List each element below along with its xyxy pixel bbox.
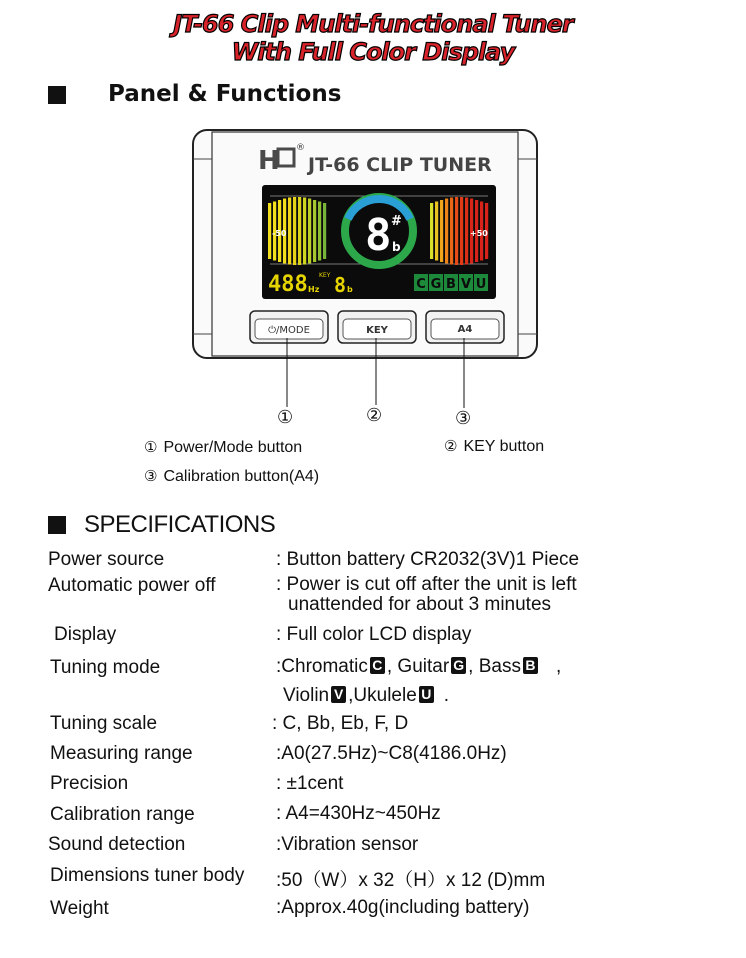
left-scale-label: -50 <box>272 229 287 238</box>
spec-text: , <box>555 656 562 677</box>
bass-mode-badge: B <box>523 657 538 674</box>
key-button-label: KEY <box>366 325 388 336</box>
note-display: 8 <box>365 210 392 261</box>
right-scale-label: +50 <box>470 229 488 238</box>
frequency-digits: 488 <box>268 272 308 297</box>
spec-value-continued <box>283 685 449 707</box>
violin-mode-badge: V <box>331 686 346 703</box>
spec-value: : ±1cent <box>276 773 344 794</box>
legend-item-power-mode <box>144 438 302 457</box>
legend-item-key <box>444 437 544 456</box>
legend-number: ① <box>144 438 158 456</box>
callout-2: ② <box>366 405 383 426</box>
spec-label: Tuning scale <box>50 713 158 734</box>
panel-heading: Panel & Functions <box>108 81 342 107</box>
spec-text: , Guitar <box>386 656 450 677</box>
spec-value: : A4=430Hz~450Hz <box>276 803 441 824</box>
spec-label: Precision <box>50 773 129 794</box>
legend-text: KEY button <box>463 438 545 455</box>
spec-value: :A0(27.5Hz)~C8(4186.0Hz) <box>276 743 507 764</box>
spec-label: Measuring range <box>50 743 193 764</box>
spec-value: :Approx.40g(including battery) <box>276 897 530 918</box>
mode-indicator-letter: C <box>416 277 426 292</box>
spec-text: Violin <box>283 685 330 706</box>
mode-indicator-letter: V <box>460 277 472 292</box>
legend-number: ② <box>444 437 458 455</box>
key-flat: b <box>347 285 353 294</box>
key-digit: 8 <box>334 273 347 297</box>
spec-label: Dimensions tuner body <box>50 865 245 886</box>
frequency-unit: Hz <box>308 285 320 294</box>
spec-label: Tuning mode <box>50 657 161 678</box>
legend-text: Power/Mode button <box>163 439 303 456</box>
spec-value <box>276 656 561 678</box>
section-bullet <box>48 516 66 534</box>
flat-indicator: b <box>392 240 401 254</box>
spec-value-line: : Power is cut off after the unit is left <box>276 574 577 595</box>
mode-indicator-letter: B <box>446 277 456 292</box>
spec-text: ,Ukulele <box>348 685 417 706</box>
spec-text: :Chromatic <box>276 656 368 677</box>
svg-text:H: H <box>258 146 280 176</box>
callout-1: ① <box>277 407 294 428</box>
spec-value: :50（W）x 32（H）x 12 (D)mm <box>276 870 546 891</box>
ukulele-mode-badge: U <box>419 686 434 703</box>
spec-value: : C, Bb, Eb, F, D <box>272 713 409 734</box>
spec-label: Display <box>54 624 117 645</box>
spec-value: :Vibration sensor <box>276 834 419 855</box>
spec-text: . <box>443 685 450 706</box>
sharp-indicator: # <box>391 214 402 229</box>
spec-value: : Button battery CR2032(3V)1 Piece <box>276 549 580 570</box>
title-line-2: With Full Color Display <box>231 38 515 66</box>
mode-indicator-letter: G <box>430 277 442 292</box>
chromatic-mode-badge: C <box>370 657 385 674</box>
legend-item-calibration <box>144 467 319 486</box>
a4-button-label: A4 <box>457 324 473 335</box>
mode-indicator-letter: U <box>475 277 487 292</box>
guitar-mode-badge: G <box>451 657 466 674</box>
spec-label: Weight <box>50 898 109 919</box>
spec-text: , Bass <box>468 656 521 677</box>
spec-value: : Full color LCD display <box>276 624 472 645</box>
mode-button-label: ⏻/MODE <box>268 325 310 336</box>
spec-value-line: unattended for about 3 minutes <box>288 594 552 615</box>
spec-label: Power source <box>48 549 165 570</box>
spec-value <box>276 575 577 615</box>
spec-label: Sound detection <box>48 834 186 855</box>
callout-3: ③ <box>455 408 472 429</box>
svg-text:®: ® <box>296 143 305 153</box>
key-label: KEY <box>319 272 331 279</box>
model-name: JT-66 CLIP TUNER <box>308 154 492 176</box>
specs-heading: SPECIFICATIONS <box>84 511 276 538</box>
legend-number: ③ <box>144 467 158 485</box>
title-line-1: JT-66 Clip Multi-functional Tuner <box>173 10 573 38</box>
spec-label: Calibration range <box>50 804 195 825</box>
legend-text: Calibration button(A4) <box>163 468 320 485</box>
spec-label: Automatic power off <box>48 575 216 596</box>
